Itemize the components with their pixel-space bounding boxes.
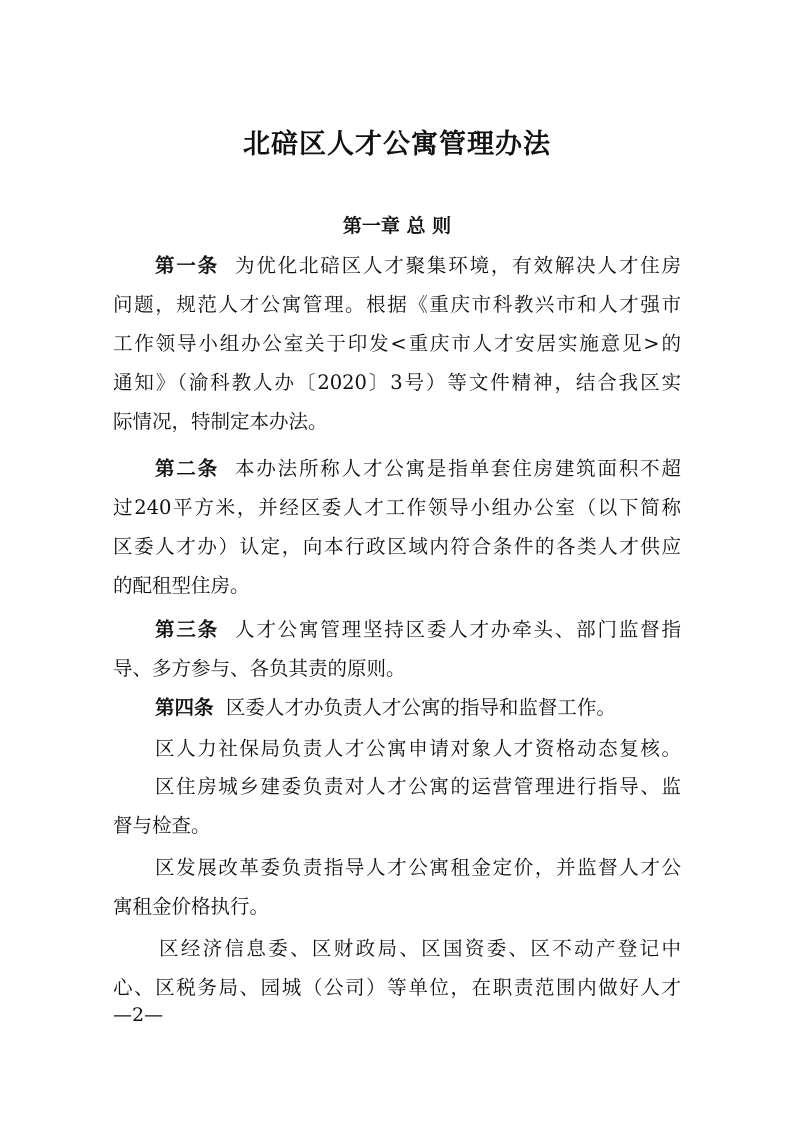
document-title: 北碚区人才公寓管理办法 bbox=[243, 129, 551, 160]
article-3-text: 人才公寓管理坚持区委人才办牵头、部门监督指 bbox=[235, 618, 681, 641]
article-3-label: 第三条 bbox=[155, 618, 219, 641]
article-2-text: 本办法所称人才公寓是指单套住房建筑面积不超 bbox=[235, 457, 681, 480]
paragraph-4-line-1: 区经济信息委、区财政局、区国资委、区不动产登记中 bbox=[159, 937, 681, 960]
paragraph-3-line-2: 寓租金价格执行。 bbox=[113, 895, 270, 918]
paragraph-2-line-2: 督与检查。 bbox=[113, 814, 211, 837]
article-1-line-2: 问题，规范人才公寓管理。根据《重庆市科教兴市和人才强市 bbox=[113, 293, 681, 316]
article-4-line-1 bbox=[155, 694, 681, 722]
article-3-line-2: 导、多方参与、各负其责的原则。 bbox=[113, 657, 406, 680]
paragraph-2-line-1: 区住房城乡建委负责对人才公寓的运营管理进行指导、监 bbox=[155, 775, 681, 798]
article-2-line-3: 区委人才办）认定，向本行政区域内符合条件的各类人才供应 bbox=[113, 535, 681, 558]
article-4-label: 第四条 bbox=[155, 696, 214, 719]
article-1-label: 第一条 bbox=[155, 254, 219, 277]
article-1-line-3: 工作领导小组办公室关于印发<重庆市人才安居实施意见>的 bbox=[113, 332, 681, 355]
article-1-line-1 bbox=[155, 252, 681, 280]
article-1-line-5: 际情况，特制定本办法。 bbox=[113, 410, 328, 433]
article-3-line-1 bbox=[155, 616, 681, 644]
article-1-text: 为优化北碚区人才聚集环境，有效解决人才住房 bbox=[235, 254, 681, 277]
article-2-line-1 bbox=[155, 455, 681, 483]
page-number: —2— bbox=[113, 1004, 164, 1026]
article-1-line-4: 通知》（渝科教人办〔2020〕3号）等文件精神，结合我区实 bbox=[113, 371, 681, 394]
article-4-text: 区委人才办负责人才公寓的指导和监督工作。 bbox=[225, 696, 616, 719]
article-2-line-2: 过240平方米，并经区委人才工作领导小组办公室（以下简称 bbox=[113, 496, 681, 519]
article-2-line-4: 的配租型住房。 bbox=[113, 574, 250, 597]
paragraph-4-line-2: 心、区税务局、园城（公司）等单位，在职责范围内做好人才 bbox=[113, 976, 681, 999]
paragraph-3-line-1: 区发展改革委负责指导人才公寓租金定价，并监督人才公 bbox=[155, 856, 681, 879]
paragraph-1-line-1: 区人力社保局负责人才公寓申请对象人才资格动态复核。 bbox=[155, 737, 681, 760]
chapter-heading: 第一章 总 则 bbox=[342, 215, 452, 237]
article-2-label: 第二条 bbox=[155, 457, 219, 480]
